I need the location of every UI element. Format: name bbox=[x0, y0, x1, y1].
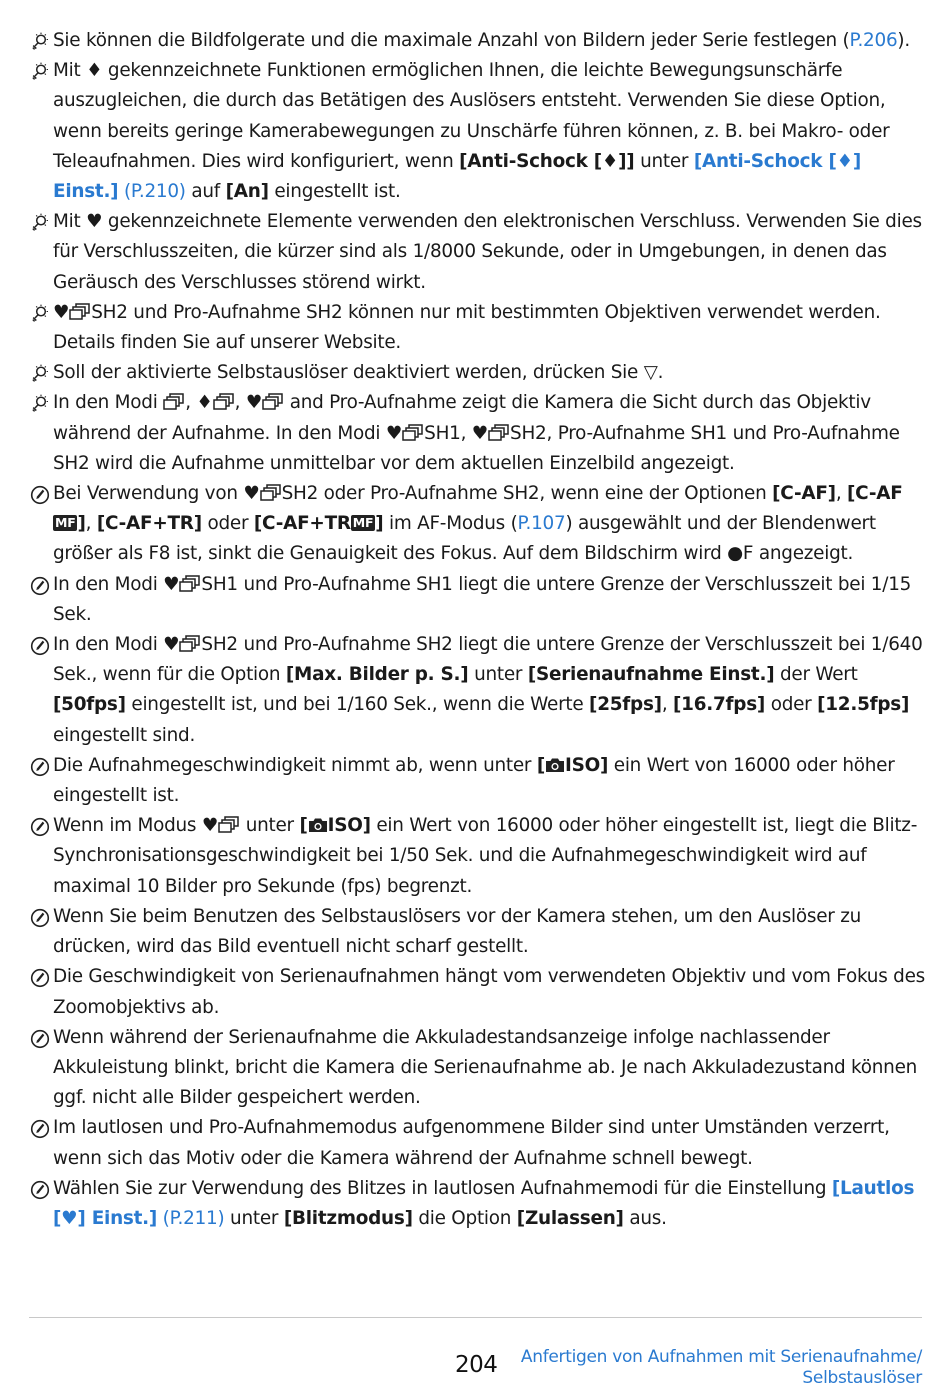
caution-pencil-icon bbox=[30, 968, 50, 988]
caution-pencil-icon bbox=[30, 1119, 50, 1139]
caution-pencil-icon bbox=[30, 757, 50, 777]
camera-icon bbox=[308, 817, 328, 833]
silent-heart-icon: ♥ bbox=[245, 392, 263, 414]
sequential-burst-icon bbox=[260, 483, 282, 501]
page-link[interactable]: (P.210) bbox=[123, 181, 186, 203]
hint-bulb-icon bbox=[30, 394, 50, 414]
camera-icon bbox=[545, 757, 565, 773]
down-arrow-button-icon: ▽ bbox=[643, 362, 658, 384]
caution-pencil-icon bbox=[30, 576, 50, 596]
caution-pencil-icon bbox=[30, 485, 50, 505]
silent-heart-icon: ♥ bbox=[53, 301, 70, 323]
anti-shock-icon: ♦ bbox=[196, 392, 213, 414]
sequential-burst-icon bbox=[262, 392, 284, 410]
list-item: Mit ♥ gekennzeichnete Elemente verwenden den elektronischen Verschluss. Verwenden Sie dies für Verschlusszeiten, die kürzer sind als 1/8000 Sekunde, oder in Umgebungen, in denen das Geräusch des Verschlusses störend wirkt. bbox=[30, 207, 925, 298]
caution-pencil-icon bbox=[30, 908, 50, 928]
list-item: Die Aufnahmegeschwindigkeit nimmt ab, wenn unter [ ISO] ein Wert von 16000 oder höher eingestellt ist. bbox=[30, 751, 925, 811]
list-item: In den Modi ♥ SH2 und Pro-Aufnahme SH2 liegt die untere Grenze der Verschlusszeit bei 1/640 Sek., wenn für die Option [Max. Bilder p. S.] unter [Serienaufnahme Einst.] der Wert [50fps] eingestellt ist, und bei 1/160 Sek., wenn die Werte [25fps], [16.7fps] oder [12.5fps] eingestellt sind. bbox=[30, 630, 925, 751]
list-item: ♥ SH2 und Pro-Aufnahme SH2 können nur mit bestimmten Objektiven verwendet werden. Details finden Sie auf unserer Website. bbox=[30, 298, 925, 358]
caution-pencil-icon bbox=[30, 1029, 50, 1049]
page-number: 204 bbox=[455, 1352, 498, 1378]
hint-bulb-icon bbox=[30, 304, 50, 324]
sequential-burst-icon bbox=[402, 423, 424, 441]
page-link[interactable]: P.107 bbox=[517, 513, 566, 535]
sequential-burst-icon bbox=[488, 423, 510, 441]
list-item: Bei Verwendung von ♥ SH2 oder Pro-Aufnahme SH2, wenn eine der Optionen [C-AF], [C-AFMF ], [C-AF+TR] oder [C-AF+TR MF ] im AF-Modus (P.107) ausgewählt und der Blendenwert größer als F8 ist, sinkt die Genauigkeit des Fokus. Auf dem Bildschirm wird ●F angezeigt. bbox=[30, 479, 925, 570]
menu-link[interactable]: [Anti-Schock [♦] Einst.] bbox=[53, 150, 861, 203]
section-title-link[interactable] bbox=[521, 1347, 922, 1389]
page-link[interactable]: (P.211) bbox=[162, 1207, 225, 1229]
mf-badge: MF bbox=[55, 515, 76, 531]
hint-bulb-icon bbox=[30, 62, 50, 82]
sequential-burst-icon bbox=[218, 815, 240, 833]
section-title-line: Anfertigen von Aufnahmen mit Serienaufnahme/ bbox=[520, 1347, 922, 1367]
list-item: Mit ♦ gekennzeichnete Funktionen ermöglichen Ihnen, die leichte Bewegungsunschärfe auszugleichen, die durch das Betätigen des Auslösers entsteht. Verwenden Sie diese Option, wenn bereits geringe Kamerabewegungen zu Unschärfe führen können, z. B. bei Makro- oder Teleaufnahmen. Dies wird konfiguriert, wenn [Anti-Schock [♦]] unter [Anti-Schock [♦] Einst.] (P.210) auf [An] eingestellt ist. bbox=[30, 56, 925, 207]
list-item: Wenn Sie beim Benutzen des Selbstauslösers vor der Kamera stehen, um den Auslöser zu drücken, wird das Bild eventuell nicht scharf gestellt. bbox=[30, 902, 925, 962]
list-item: In den Modi ♥ SH1 und Pro-Aufnahme SH1 liegt die untere Grenze der Verschlusszeit bei 1/15 Sek. bbox=[30, 570, 925, 630]
caution-pencil-icon bbox=[30, 1180, 50, 1200]
list-item: Im lautlosen und Pro-Aufnahmemodus aufgenommene Bilder sind unter Umständen verzerrt, wenn sich das Motiv oder die Kamera während der Aufnahme schnell bewegt. bbox=[30, 1113, 925, 1173]
list-item: Wenn im Modus ♥ unter [ ISO] ein Wert von 16000 oder höher eingestellt ist, liegt die Blitz-Synchronisationsgeschwindigkeit bei 1/50 Sek. und die Aufnahmegeschwindigkeit wird auf maximal 10 Bilder pro Sekunde (fps) begrenzt. bbox=[30, 811, 925, 902]
hint-bulb-icon bbox=[30, 364, 50, 384]
silent-heart-icon: ♥ bbox=[86, 211, 103, 233]
page-link[interactable]: P.206 bbox=[849, 30, 898, 51]
sequential-burst-icon bbox=[179, 634, 201, 652]
list-item: Wenn während der Serienaufnahme die Akkuladestandsanzeige infolge nachlassender Akkuleistung blinkt, bricht die Kamera die Serienaufnahme ab. Je nach Akkuladezustand können ggf. nicht alle Bilder gespeichert werden. bbox=[30, 1023, 925, 1114]
list-item: Soll der aktivierte Selbstauslöser deaktiviert werden, drücken Sie ▽. bbox=[30, 358, 925, 388]
footer-divider bbox=[29, 1317, 922, 1318]
caution-pencil-icon bbox=[30, 636, 50, 656]
filled-circle-icon: ● bbox=[727, 543, 743, 565]
list-item: In den Modi , ♦ , ♥ and Pro-Aufnahme zeigt die Kamera die Sicht durch das Objektiv während der Aufnahme. In den Modi ♥ SH1, ♥ SH2, Pro-Aufnahme SH1 und Pro-Aufnahme SH2 wird die Aufnahme unmittelbar vor dem aktuellen Einzelbild angezeigt. bbox=[30, 388, 925, 479]
list-item: Sie können die Bildfolgerate und die maximale Anzahl von Bildern jeder Serie festlegen (P.206). bbox=[30, 26, 925, 56]
hint-bulb-icon bbox=[30, 32, 50, 52]
section-title-line: Selbstauslöser bbox=[802, 1368, 922, 1388]
sequential-burst-icon bbox=[179, 574, 201, 592]
mf-badge: MF bbox=[352, 515, 374, 531]
sequential-burst-icon bbox=[163, 392, 185, 410]
notes-list bbox=[30, 26, 925, 1234]
anti-shock-icon: ♦ bbox=[86, 60, 103, 82]
menu-link[interactable]: [Lautlos [♥] Einst.] bbox=[53, 1177, 915, 1229]
sequential-burst-icon bbox=[69, 302, 91, 320]
hint-bulb-icon bbox=[30, 213, 50, 233]
list-item: Wählen Sie zur Verwendung des Blitzes in lautlosen Aufnahmemodi für die Einstellung [Lautlos [♥] Einst.] (P.211) unter [Blitzmodus] die Option [Zulassen] aus. bbox=[30, 1174, 925, 1234]
list-item: Die Geschwindigkeit von Serienaufnahmen hängt vom verwendeten Objektiv und vom Fokus des Zoomobjektivs ab. bbox=[30, 962, 925, 1022]
caution-pencil-icon bbox=[30, 817, 50, 837]
sequential-burst-icon bbox=[213, 392, 235, 410]
